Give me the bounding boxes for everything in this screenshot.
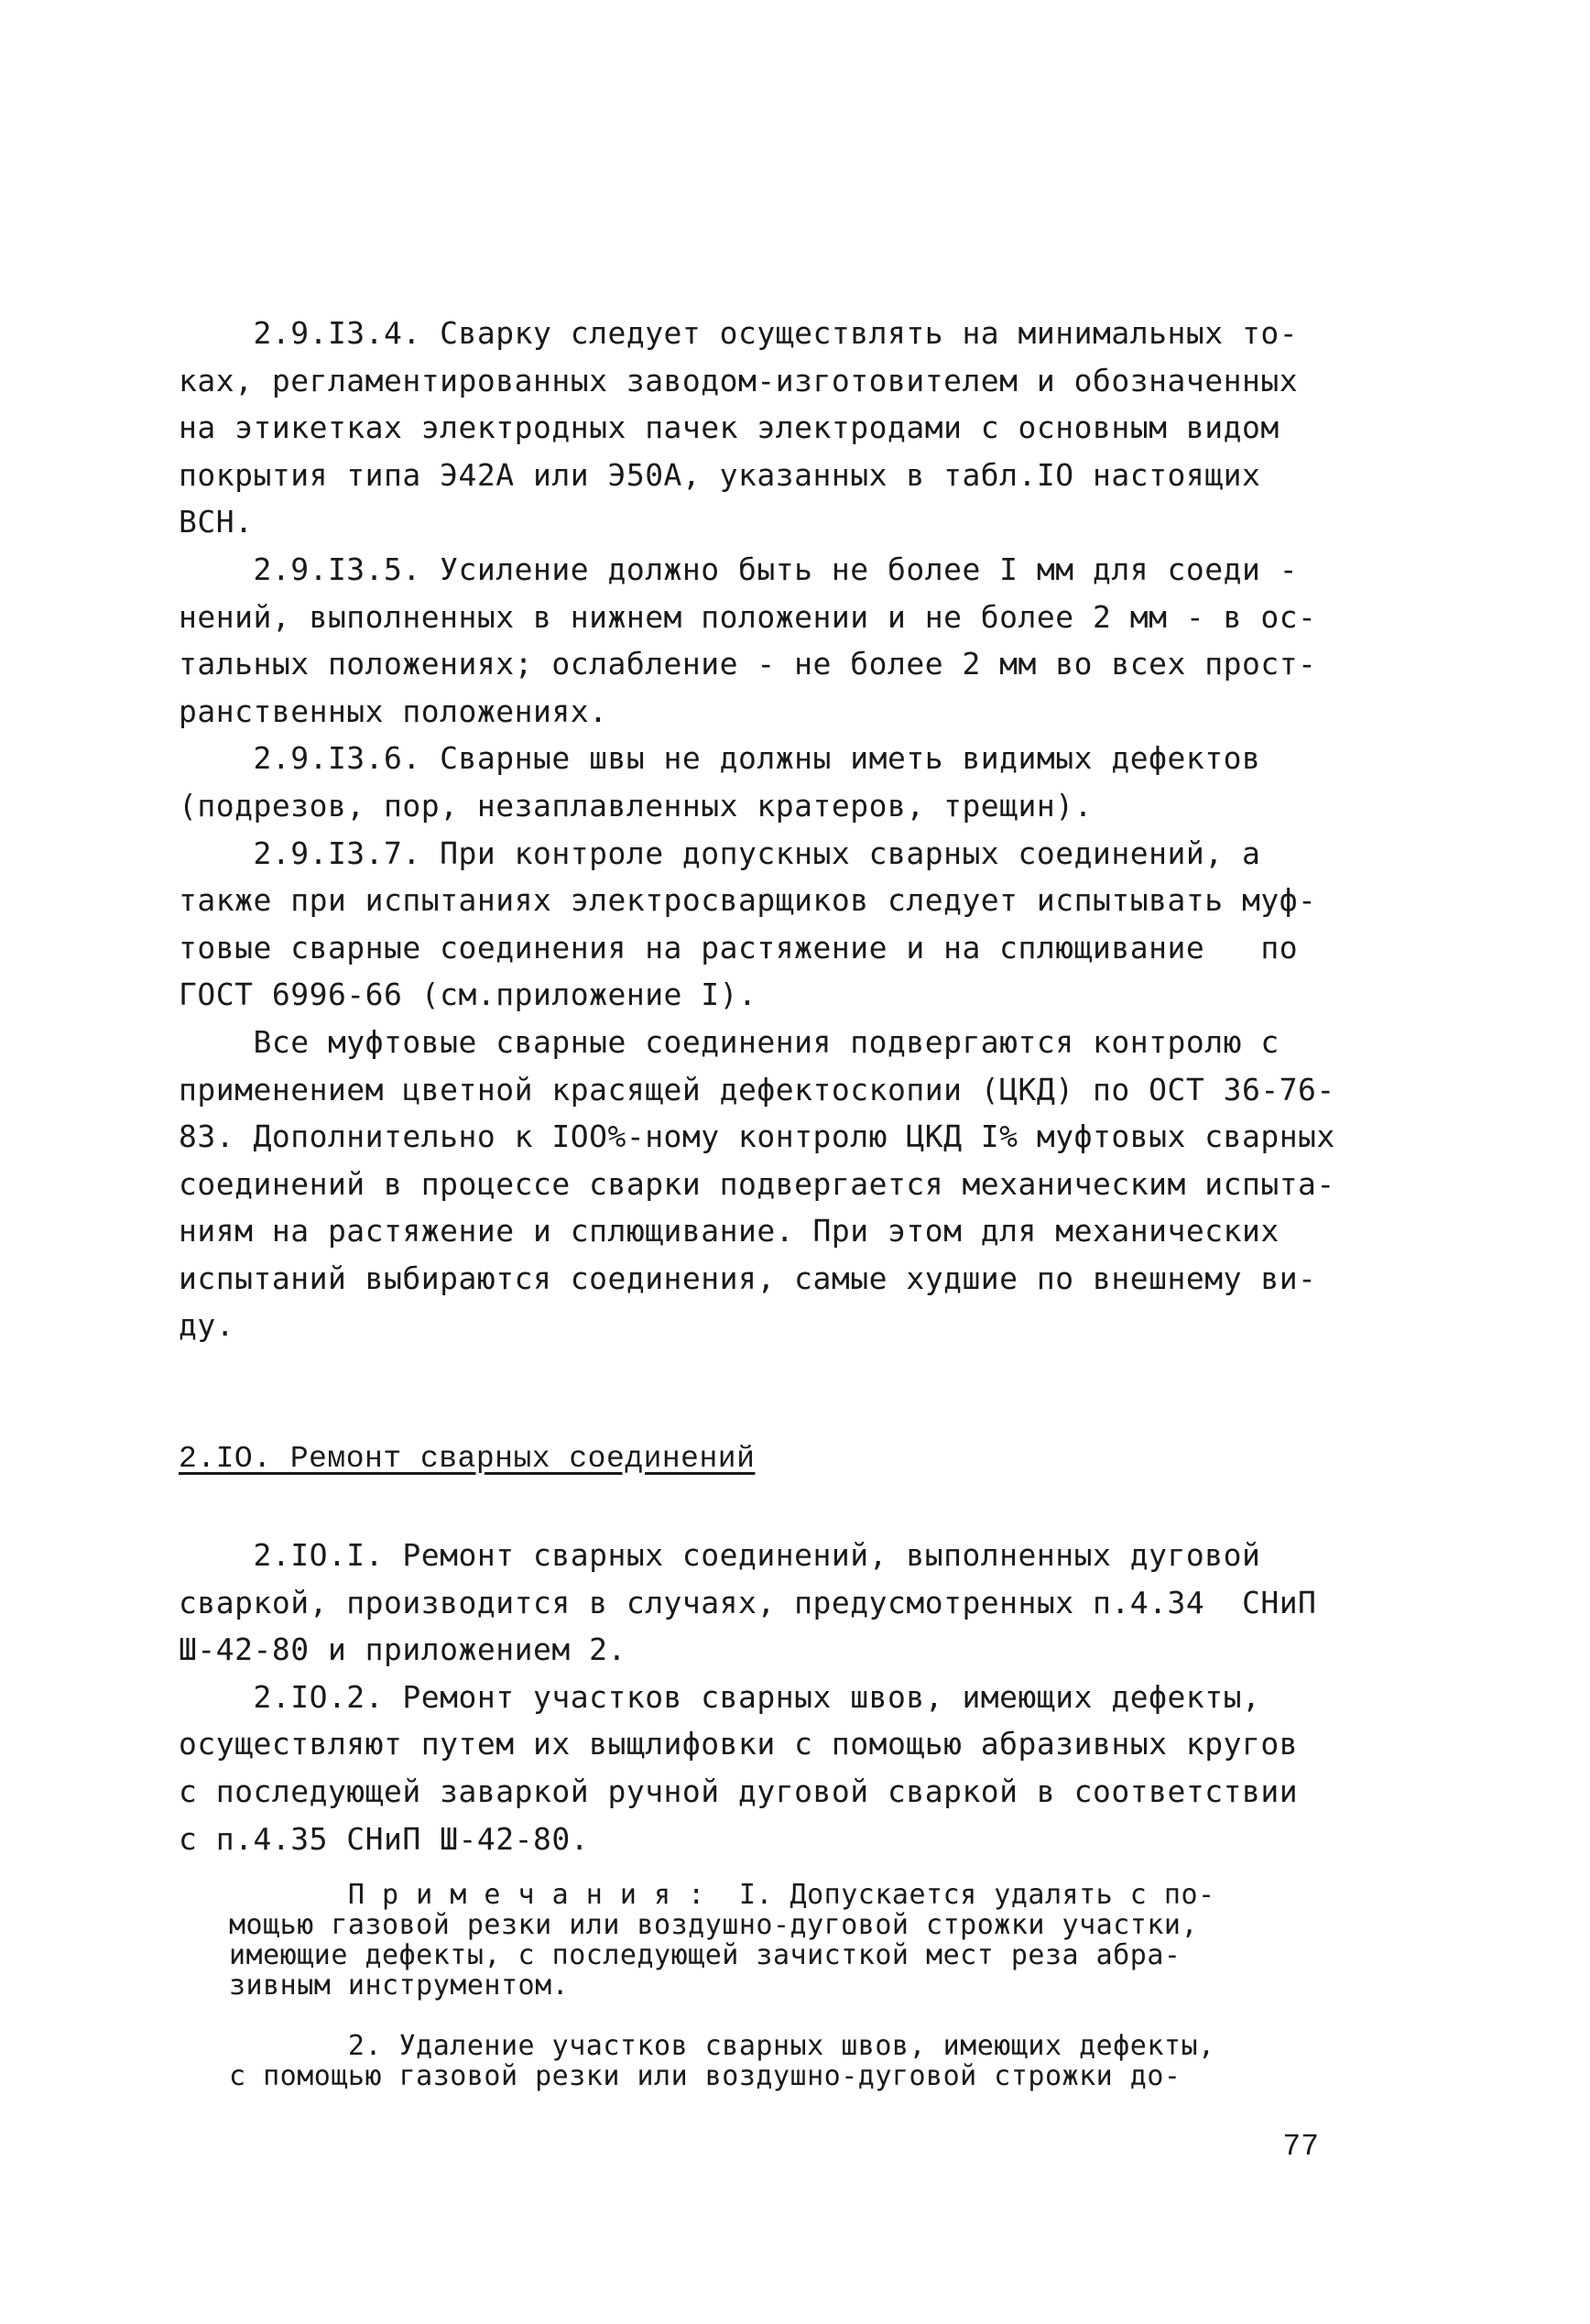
text-line: 2.9.I3.6. Сварные швы не должны иметь видимых дефектов	[179, 740, 1261, 777]
note-line: с помощью газовой резки или воздушно-дуговой строжки до-	[229, 2060, 1182, 2092]
text-line: ках, регламентированных заводом-изготовителем и обозначенных	[179, 362, 1299, 398]
text-line: с п.4.35 СНиП Ш-42-80.	[179, 1820, 590, 1857]
text-line: на этикетках электродных пачек электродами с основным видом	[179, 409, 1280, 446]
section-heading: 2.IO. Ремонт сварных соединений	[179, 1442, 756, 1476]
note-line: 2. Удаление участков сварных швов, имеющих дефекты,	[229, 2030, 1215, 2062]
note-line: мощью газовой резки или воздушно-дуговой строжки участки,	[229, 1909, 1199, 1941]
text-line: 2.9.I3.7. При контроле допускных сварных соединений, а	[179, 835, 1261, 871]
text-line: Ш-42-80 и приложением 2.	[179, 1631, 626, 1668]
text-line: товые сварные соединения на растяжение и на сплющивание по	[179, 929, 1299, 966]
text-line: применением цветной красящей дефектоскопии (ЦКД) по ОСТ 36-76-	[179, 1071, 1335, 1107]
text-line: 2.9.I3.4. Сварку следует осуществлять на минимальных то-	[179, 315, 1299, 351]
text-line: также при испытаниях электросварщиков следует испытывать муф-	[179, 882, 1317, 919]
text-line: ранственных положениях.	[179, 693, 608, 729]
notes-block	[229, 1880, 1319, 2091]
text-line: испытаний выбираются соединения, самые худшие по внешнему ви-	[179, 1260, 1317, 1296]
text-line: с последующей заваркой ручной дуговой сваркой в соответствии	[179, 1773, 1299, 1809]
text-line: сваркой, производится в случаях, предусмотренных п.4.34 СНиП	[179, 1584, 1317, 1620]
text-line: (подрезов, пор, незаплавленных кратеров, трещин).	[179, 787, 1094, 824]
text-line: покрытия типа Э42А или Э50А, указанных в табл.IO настоящих	[179, 456, 1261, 493]
text-line: Все муфтовые сварные соединения подвергаются контролю с	[179, 1023, 1280, 1060]
text-line: 2.9.I3.5. Усиление должно быть не более I мм для соеди -	[179, 551, 1299, 587]
text-line: нений, выполненных в нижнем положении и не более 2 мм - в ос-	[179, 598, 1317, 635]
text-line: ГОСТ 6996-66 (см.приложение I).	[179, 977, 757, 1013]
text-line: тальных положениях; ослабление - не более 2 мм во всех прост-	[179, 646, 1317, 682]
text-line: соединений в процессе сварки подвергается механическим испыта-	[179, 1165, 1335, 1202]
text-line: 2.IO.2. Ремонт участков сварных швов, имеющих дефекты,	[179, 1678, 1261, 1715]
paragraphs-repair	[179, 1532, 1319, 1862]
text-line: осуществляют путем их выщлифовки с помощью абразивных кругов	[179, 1726, 1299, 1762]
text-line: ВСН.	[179, 504, 254, 540]
text-line: ду.	[179, 1307, 235, 1344]
note-line: имеющие дефекты, с последующей зачисткой мест реза абра-	[229, 1939, 1182, 1971]
text-line: 83. Дополнительно к IOO%-ному контролю ЦКД I% муфтовых сварных	[179, 1118, 1335, 1155]
page-number: 77	[1282, 2130, 1319, 2164]
paragraphs-top	[179, 310, 1335, 1349]
text-line: ниям на растяжение и сплющивание. При этом для механических	[179, 1213, 1280, 1249]
note-line: П р и м е ч а н и я : I. Допускается удалять с по-	[229, 1879, 1215, 1911]
note-line: зивным инструментом.	[229, 1969, 570, 2002]
text-line: 2.IO.I. Ремонт сварных соединений, выполненных дуговой	[179, 1537, 1261, 1573]
